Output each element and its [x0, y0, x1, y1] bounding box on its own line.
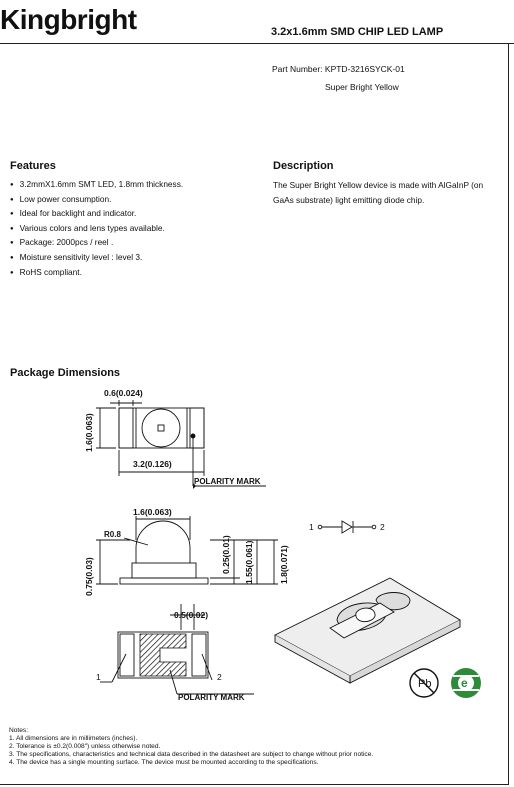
- dim-length: 3.2(0.126): [133, 459, 172, 469]
- list-item: ● Various colors and lens types available.: [10, 221, 183, 236]
- polarity-mark-bottom-label: POLARITY MARK: [178, 693, 245, 702]
- description-text: The Super Bright Yellow device is made with AlGaInP (on GaAs substrate) light emitting diode chip.: [273, 180, 484, 205]
- header-rule: [0, 43, 514, 44]
- document-title: 3.2x1.6mm SMD CHIP LED LAMP: [271, 26, 444, 38]
- polarity-mark-label: POLARITY MARK: [194, 477, 261, 486]
- emitted-color: Super Bright Yellow: [325, 82, 399, 92]
- top-view-pad-right: [190, 408, 204, 448]
- features-heading: Features: [10, 160, 56, 172]
- list-item: ● 3.2mmX1.6mm SMT LED, 1.8mm thickness.: [10, 177, 183, 192]
- list-item: ● RoHS compliant.: [10, 265, 183, 280]
- pb-free-label: Pb: [418, 678, 432, 690]
- pb-free-icon: [410, 669, 438, 697]
- dim-lens-width: 1.6(0.063): [133, 507, 172, 517]
- rohs-e-icon: [451, 668, 481, 698]
- package-heading: Package Dimensions: [10, 367, 121, 379]
- description-heading: Description: [273, 160, 334, 172]
- note-line: 1. All dimensions are in millimeters (inches).: [9, 735, 138, 742]
- part-number: Part Number: KPTD-3216SYCK-01: [272, 64, 405, 74]
- top-view-body: [119, 408, 204, 448]
- radius-label: R0.8: [104, 530, 121, 539]
- rohs-e-label: e: [461, 676, 468, 690]
- notes-block: [9, 727, 373, 767]
- right-border: [508, 43, 509, 785]
- dim-height: 1.6(0.063): [84, 413, 94, 452]
- dim-a: 0.25(0.01): [221, 535, 231, 574]
- features-list: [10, 177, 183, 279]
- notes-heading: Notes:: [9, 727, 29, 734]
- list-item: ● Package: 2000pcs / reel .: [10, 235, 183, 250]
- brand-logo: Kingbright: [0, 4, 137, 35]
- top-view-chip: [158, 425, 164, 431]
- dim-c: 1.8(0.071): [279, 545, 289, 584]
- note-line: 4. The device has a single mounting surface. The device must be mounted according to the specifications.: [9, 759, 319, 766]
- pin1-label: 1: [96, 672, 101, 682]
- list-item: ● Moisture sensitivity level : level 3.: [10, 250, 183, 265]
- side-view-base: [120, 578, 208, 584]
- top-view-lens: [142, 409, 180, 447]
- dim-pad: 0.5(0.02): [174, 610, 209, 620]
- dim-top-width: 0.6(0.024): [104, 388, 143, 398]
- circuit-pin1-label: 1: [309, 522, 314, 532]
- circuit-pin2-label: 2: [380, 522, 385, 532]
- side-view-lens: [136, 521, 190, 563]
- list-item: ● Ideal for backlight and indicator.: [10, 206, 183, 221]
- top-view-pad-left: [119, 408, 133, 448]
- note-line: 2. Tolerance is ±0.2(0.008") unless otherwise noted.: [9, 743, 161, 750]
- note-line: 3. The specifications, characteristics and technical data described in the datasheet are subject to change without prior notice.: [9, 751, 374, 758]
- pin2-label: 2: [217, 672, 222, 682]
- dim-b: 1.55(0.061): [244, 540, 254, 584]
- footer-rule: [0, 784, 509, 785]
- dim-base: 0.75(0.03): [84, 557, 94, 596]
- list-item: ● Low power consumption.: [10, 192, 183, 207]
- package-drawing: [0, 380, 508, 710]
